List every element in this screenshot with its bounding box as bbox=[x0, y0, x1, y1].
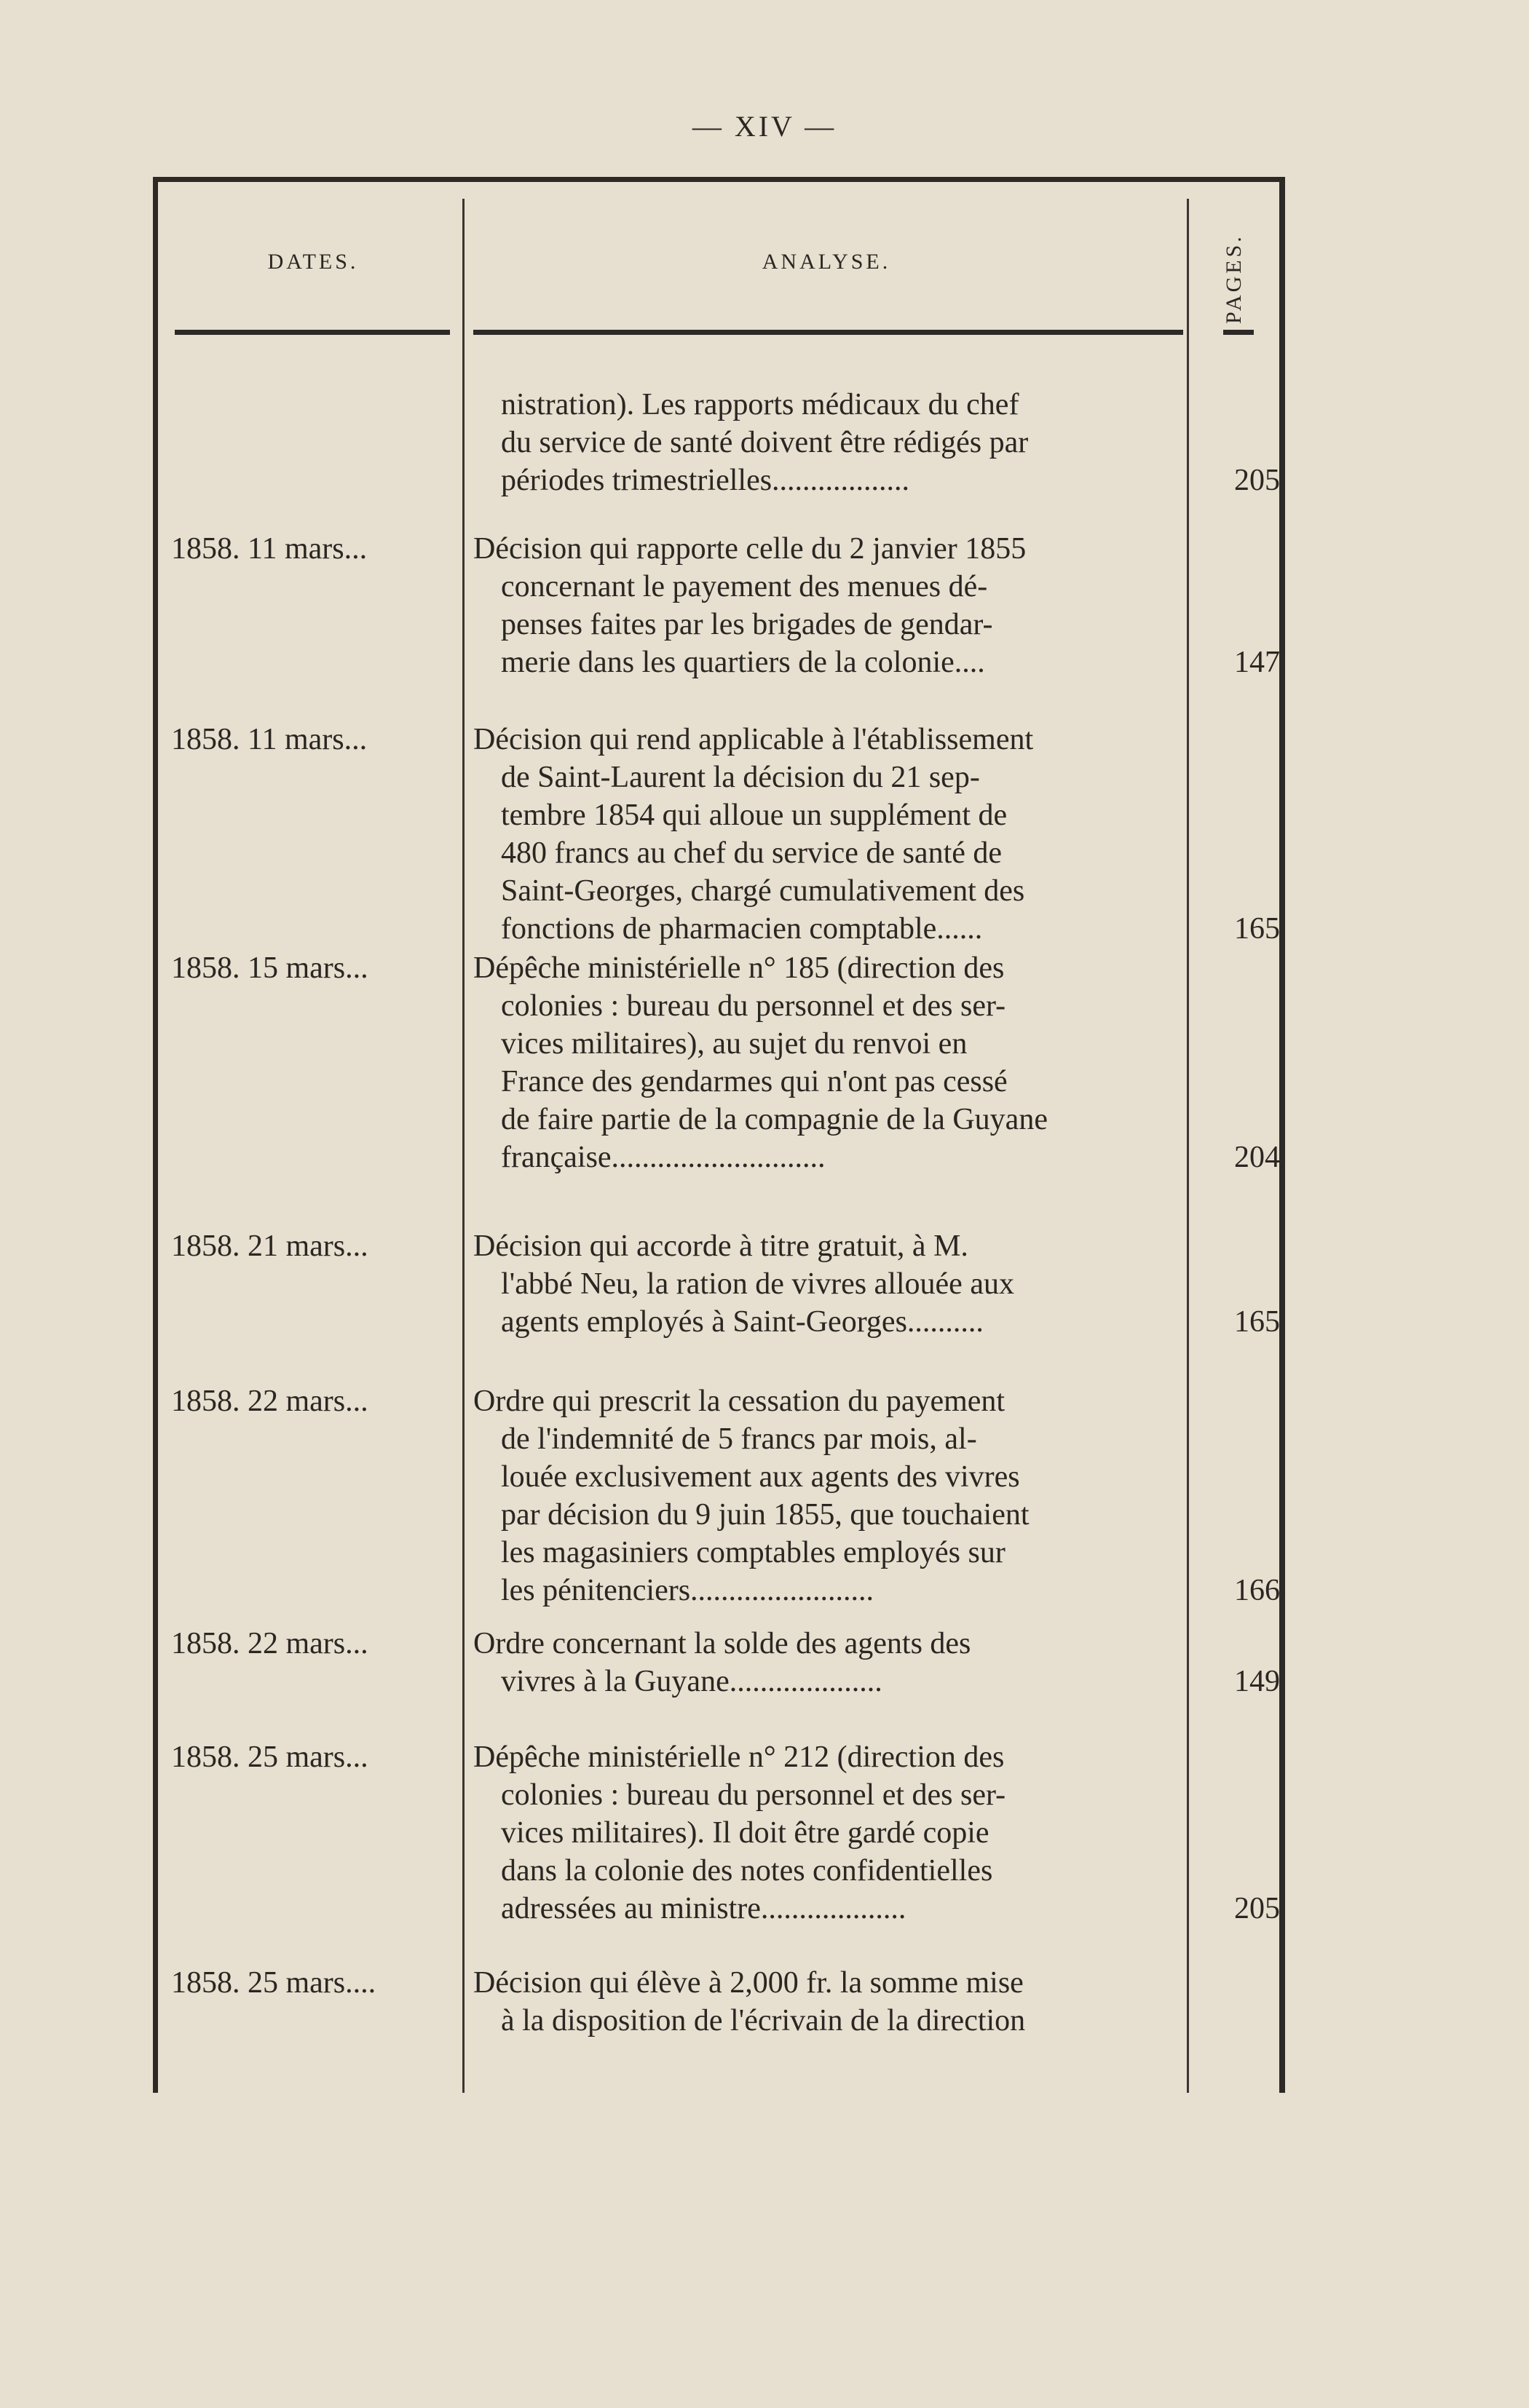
analysis-line: Saint-Georges, chargé cumulativement des bbox=[501, 874, 1025, 908]
analysis-line: 480 francs au chef du service de santé de bbox=[501, 836, 1003, 870]
analysis-line: merie dans les quartiers de la colonie.... bbox=[501, 646, 985, 679]
analysis-line: agents employés à Saint-Georges.......... bbox=[501, 1305, 984, 1339]
analysis-line: colonies : bureau du personnel et des ser- bbox=[501, 989, 1006, 1023]
entry-page-ref: 165 bbox=[1234, 912, 1280, 946]
analysis-line: France des gendarmes qui n'ont pas cessé bbox=[501, 1065, 1008, 1098]
analysis-line: Dépêche ministérielle n° 212 (direction des bbox=[473, 1740, 1005, 1774]
table-right-rule bbox=[1279, 177, 1285, 2093]
entry-page-ref: 165 bbox=[1234, 1305, 1280, 1339]
header-rule-pages bbox=[1223, 330, 1254, 335]
analysis-line: Décision qui élève à 2,000 fr. la somme mise bbox=[473, 1966, 1024, 2000]
entry-analysis bbox=[473, 1227, 1187, 1341]
entry-page-ref: 149 bbox=[1234, 1665, 1280, 1698]
analysis-line: vivres à la Guyane.................... bbox=[501, 1665, 882, 1698]
analysis-line: les magasiniers comptables employés sur bbox=[501, 1536, 1005, 1569]
entry-analysis bbox=[473, 1738, 1187, 1928]
entry-date: 1858. 25 mars.... bbox=[171, 1966, 376, 2000]
header-pages: PAGES. bbox=[1222, 234, 1246, 324]
entry-analysis bbox=[473, 1382, 1187, 1609]
analysis-line: Décision qui rend applicable à l'établissement bbox=[473, 723, 1034, 756]
column-divider-pages bbox=[1187, 199, 1189, 2093]
analysis-line: adressées au ministre................... bbox=[501, 1892, 906, 1925]
analysis-line: de l'indemnité de 5 francs par mois, al- bbox=[501, 1422, 977, 1456]
analysis-line: du service de santé doivent être rédigés par bbox=[501, 426, 1029, 459]
column-divider-dates bbox=[462, 199, 465, 2093]
entry-analysis bbox=[473, 1964, 1187, 2040]
analysis-line: Décision qui accorde à titre gratuit, à M. bbox=[473, 1229, 968, 1263]
analysis-line: Décision qui rapporte celle du 2 janvier 1855 bbox=[473, 532, 1027, 566]
analysis-line: de Saint-Laurent la décision du 21 sep- bbox=[501, 761, 980, 794]
analysis-line: Ordre concernant la solde des agents des bbox=[473, 1627, 971, 1660]
entry-page-ref: 204 bbox=[1234, 1141, 1280, 1174]
analysis-line: dans la colonie des notes confidentielles bbox=[501, 1854, 993, 1888]
header-dates: DATES. bbox=[267, 250, 359, 274]
index-table bbox=[153, 177, 1285, 2093]
entry-analysis bbox=[473, 530, 1187, 681]
analysis-line: par décision du 9 juin 1855, que touchaient bbox=[501, 1498, 1030, 1532]
header-rule-analyse bbox=[473, 330, 1183, 335]
analysis-line: l'abbé Neu, la ration de vivres allouée aux bbox=[501, 1267, 1014, 1301]
analysis-line: à la disposition de l'écrivain de la direction bbox=[501, 2004, 1026, 2037]
analysis-line: vices militaires), au sujet du renvoi en bbox=[501, 1027, 968, 1061]
table-top-rule bbox=[153, 177, 1285, 182]
analysis-line: tembre 1854 qui alloue un supplément de bbox=[501, 799, 1008, 832]
entry-date: 1858. 22 mars... bbox=[171, 1385, 368, 1418]
entry-page-ref: 166 bbox=[1234, 1574, 1280, 1607]
analysis-line: périodes trimestrielles.................. bbox=[501, 464, 910, 497]
entry-page-ref: 205 bbox=[1234, 464, 1280, 497]
entry-page-ref: 147 bbox=[1234, 646, 1280, 679]
entry-date: 1858. 11 mars... bbox=[171, 723, 368, 756]
entry-date: 1858. 21 mars... bbox=[171, 1229, 368, 1263]
entry-page-ref: 205 bbox=[1234, 1892, 1280, 1925]
analysis-line: colonies : bureau du personnel et des ser- bbox=[501, 1778, 1006, 1812]
entry-date: 1858. 25 mars... bbox=[171, 1740, 368, 1774]
analysis-line: française............................ bbox=[501, 1141, 826, 1174]
analysis-line: nistration). Les rapports médicaux du chef bbox=[501, 388, 1019, 421]
analysis-line: concernant le payement des menues dé- bbox=[501, 570, 988, 603]
entry-analysis bbox=[473, 721, 1187, 948]
entry-analysis bbox=[473, 386, 1187, 499]
entry-date: 1858. 11 mars... bbox=[171, 532, 368, 566]
analysis-line: Dépêche ministérielle n° 185 (direction des bbox=[473, 951, 1005, 985]
analysis-line: Ordre qui prescrit la cessation du payement bbox=[473, 1385, 1005, 1418]
table-left-rule bbox=[153, 177, 158, 2093]
analysis-line: fonctions de pharmacien comptable...... bbox=[501, 912, 983, 946]
analysis-line: louée exclusivement aux agents des vivres bbox=[501, 1460, 1020, 1494]
analysis-line: les pénitenciers........................ bbox=[501, 1574, 874, 1607]
header-analyse: ANALYSE. bbox=[762, 250, 891, 274]
entry-analysis bbox=[473, 949, 1187, 1176]
analysis-line: penses faites par les brigades de gendar- bbox=[501, 608, 993, 641]
header-rule-dates bbox=[175, 330, 450, 335]
entry-analysis bbox=[473, 1625, 1187, 1700]
analysis-line: de faire partie de la compagnie de la Guyane bbox=[501, 1103, 1048, 1136]
page-number: — XIV — bbox=[692, 110, 837, 143]
entry-date: 1858. 15 mars... bbox=[171, 951, 368, 985]
entry-date: 1858. 22 mars... bbox=[171, 1627, 368, 1660]
analysis-line: vices militaires). Il doit être gardé copie bbox=[501, 1816, 989, 1850]
